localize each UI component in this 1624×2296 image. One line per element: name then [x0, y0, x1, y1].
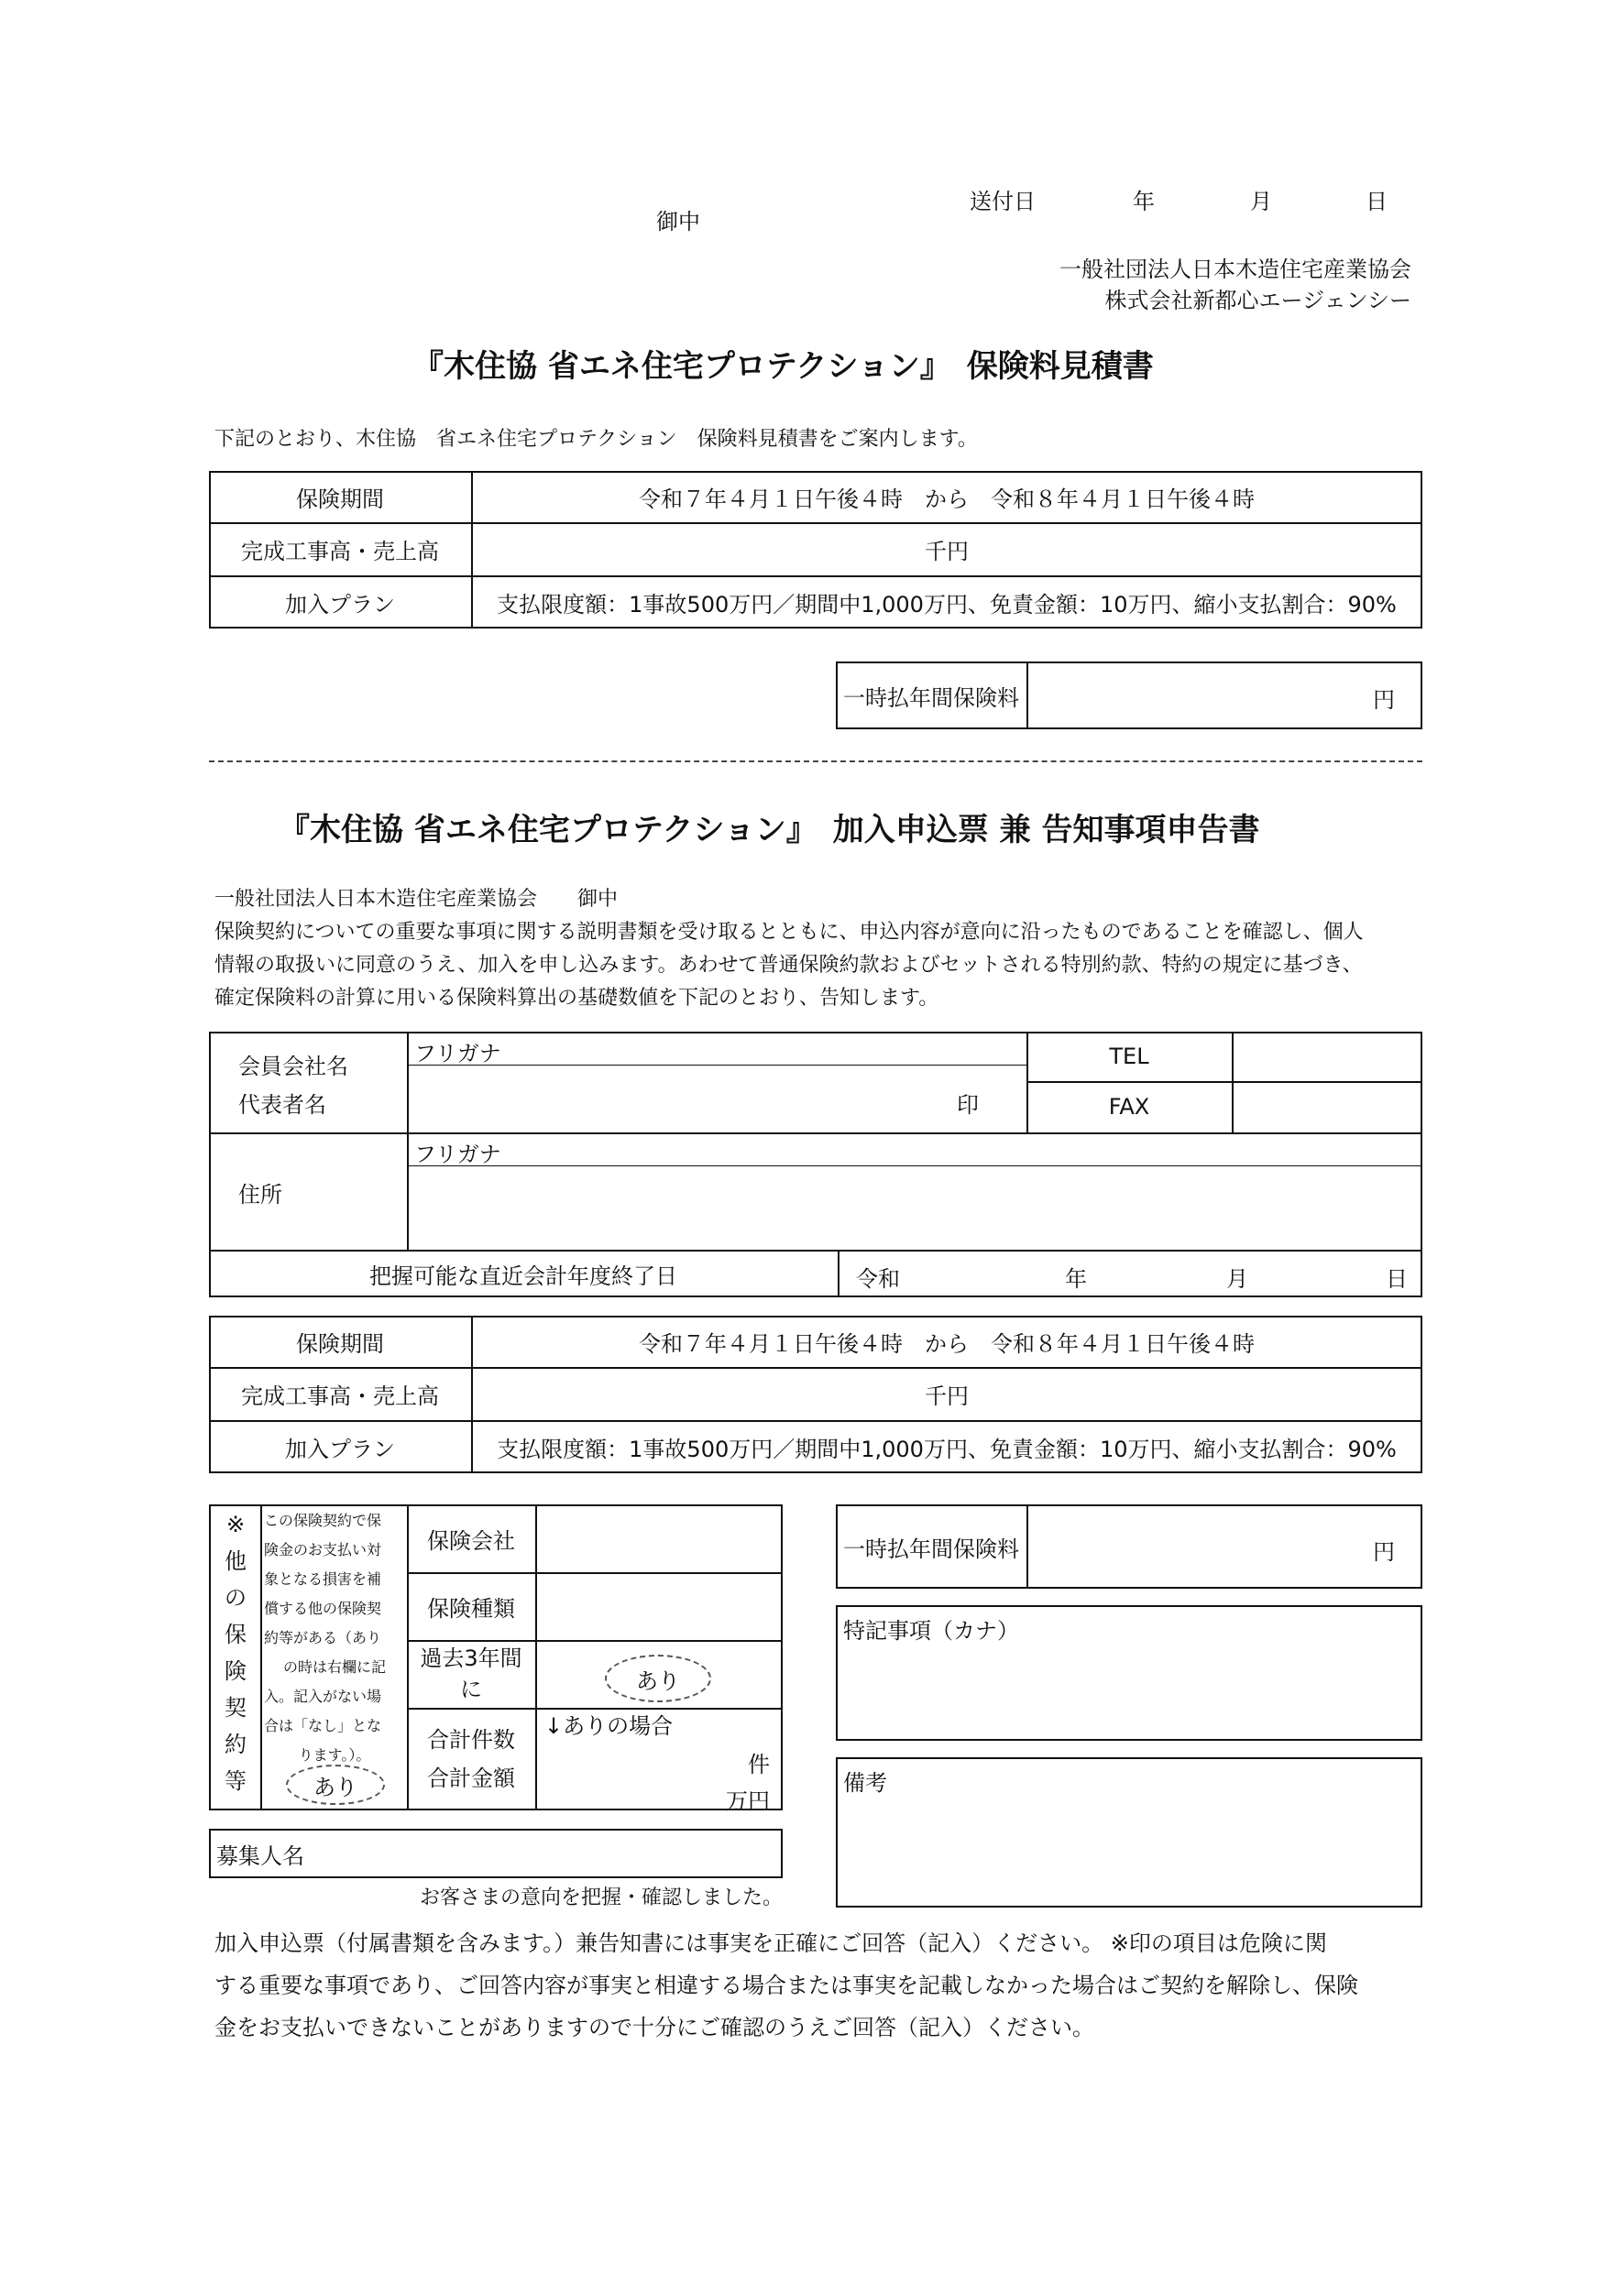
seal-mark: 印 [957, 1092, 979, 1118]
past3-label [407, 1640, 535, 1708]
recruiter-label: 募集人名 [216, 1843, 304, 1869]
tel-field[interactable] [1234, 1033, 1421, 1079]
vlabel-3: 保 [225, 1622, 247, 1647]
quote-premium-unit: 円 [1373, 687, 1395, 713]
org-name-2: 株式会社新都心エージェンシー [1104, 288, 1411, 313]
past3-label-line2: に [460, 1677, 482, 1702]
count-unit: 件 [748, 1752, 770, 1777]
address-label: 住所 [238, 1182, 282, 1208]
note-line-8: 合は「なし」とな [264, 1717, 382, 1734]
fiscal-month: 月 [1226, 1266, 1248, 1292]
insurance-type-field[interactable] [537, 1574, 781, 1638]
fax-label: FAX [1108, 1094, 1150, 1120]
application-title: 『木住協 省エネ住宅プロテクション』 加入申込票 兼 告知事項申告書 [279, 812, 1260, 848]
vlabel-2: の [225, 1585, 247, 1611]
note-line-4: 償する他の保険契 [264, 1600, 382, 1617]
quote-intro: 下記のとおり、木住協 省エネ住宅プロテクション 保険料見積書をご案内します。 [214, 428, 978, 451]
past3-label-line1: 過去3年間 [420, 1645, 522, 1671]
application-intro [214, 916, 1364, 1015]
application-addressee: 一般社団法人日本木造住宅産業協会 御中 [214, 888, 619, 911]
insurer-field[interactable] [537, 1506, 781, 1570]
org-name-1: 一般社団法人日本木造住宅産業協会 [1059, 257, 1411, 282]
vlabel-5: 契 [225, 1695, 247, 1721]
footer-line-3: 金をお支払いできないことがありますので十分にご確認のうえご回答（記入）ください。 [214, 2015, 1094, 2040]
quote-title: 『木住協 省エネ住宅プロテクション』 保険料見積書 [412, 348, 1154, 385]
special-notes-label: 特記事項（カナ） [843, 1618, 1019, 1644]
note-line-1: この保険契約で保 [264, 1512, 382, 1529]
footer-line-2: する重要な事項であり、ご回答内容が事実と相違する場合または事実を記載しなかった場合はご契約を解除し、保険 [214, 1973, 1358, 1998]
confirm-note: お客さまの意向を把握・確認しました。 [419, 1886, 783, 1909]
app-premium-label: 一時払年間保険料 [843, 1536, 1019, 1562]
vlabel-1: 他 [225, 1548, 247, 1574]
ari-oval-1[interactable]: あり [286, 1765, 385, 1805]
note-line-7: 入。記入がない場 [264, 1688, 382, 1705]
fiscal-day: 日 [1386, 1266, 1408, 1292]
member-company-label: 会員会社名 [238, 1054, 348, 1079]
send-date-label: 送付日 [970, 189, 1036, 214]
cut-line [209, 760, 1422, 762]
footer-line-1: 加入申込票（付属書類を含みます。）兼告知書には事実を正確にご回答（記入）ください。 ※印の項目は危険に関 [214, 1930, 1327, 1956]
company-furigana-label: フリガナ [414, 1041, 501, 1066]
other-contract-vertical-label [211, 1506, 260, 1799]
note-line-9: ります。）。 [298, 1746, 371, 1764]
amount-unit: 万円 [726, 1788, 770, 1814]
addressee-onchu: 御中 [656, 209, 700, 235]
app-premium-unit: 円 [1373, 1539, 1395, 1565]
remarks-box[interactable] [836, 1757, 1422, 1908]
vlabel-6: 約 [225, 1732, 247, 1757]
ari-oval-2[interactable]: あり [605, 1655, 711, 1702]
totals-label [407, 1708, 535, 1810]
quote-premium-label: 一時払年間保険料 [843, 684, 1019, 711]
quote-period-label: 保険期間 [296, 486, 384, 512]
app-plan-label: 加入プラン [285, 1436, 395, 1462]
app-sales-label: 完成工事高・売上高 [241, 1383, 439, 1409]
note-line-3: 象となる損害を補 [264, 1570, 382, 1588]
address-field[interactable] [409, 1167, 1421, 1248]
note-line-5: 約等がある（あり [264, 1629, 382, 1646]
intro-line-1: 保険契約についての重要な事項に関する説明書類を受け取るとともに、申込内容が意向に沿ったものであることを確認し、個人 [214, 921, 1364, 944]
company-name-field[interactable] [409, 1066, 1025, 1131]
intro-line-2: 情報の取扱いに同意のうえ、加入を申し込みます。あわせて普通保険約款およびセットされる特別約款、特約の規定に基づき、 [214, 954, 1363, 977]
amount-label: 合計金額 [427, 1766, 515, 1791]
vlabel-4: 険 [225, 1658, 247, 1684]
fax-field[interactable] [1234, 1083, 1421, 1131]
app-period-value: 令和７年４月１日午後４時 から 令和８年４月１日午後４時 [639, 1330, 1255, 1357]
remarks-label: 備考 [843, 1770, 887, 1796]
fiscal-reiwa: 令和 [856, 1266, 900, 1292]
quote-plan-value: 支払限度額：1事故500万円／期間中1,000万円、免責金額：10万円、縮小支払割合：90% [497, 591, 1397, 618]
representative-label: 代表者名 [238, 1092, 326, 1118]
other-contract-note [264, 1506, 405, 1770]
fiscal-end-label: 把握可能な直近会計年度終了日 [369, 1263, 677, 1289]
send-date-day: 日 [1366, 189, 1388, 214]
send-date-year: 年 [1133, 189, 1155, 214]
app-sales-value[interactable]: 千円 [925, 1383, 969, 1409]
quote-period-value: 令和７年４月１日午後４時 から 令和８年４月１日午後４時 [639, 486, 1255, 512]
insurance-type-label: 保険種類 [427, 1595, 515, 1622]
note-line-6: の時は右欄に記 [282, 1658, 386, 1676]
intro-line-3: 確定保険料の計算に用いる保険料算出の基礎数値を下記のとおり、告知します。 [214, 987, 939, 1010]
quote-sales-label: 完成工事高・売上高 [241, 538, 439, 564]
app-premium-field[interactable] [1028, 1506, 1421, 1587]
insurer-label: 保険会社 [427, 1527, 515, 1554]
note-line-2: 険金のお支払い対 [264, 1541, 382, 1558]
app-plan-value: 支払限度額：1事故500万円／期間中1,000万円、免責金額：10万円、縮小支払割合：90% [497, 1436, 1397, 1462]
vlabel-0: ※ [225, 1512, 246, 1537]
fiscal-year: 年 [1065, 1266, 1087, 1292]
quote-plan-label: 加入プラン [285, 591, 395, 618]
if-ari-label: ↓ありの場合 [544, 1713, 674, 1739]
vlabel-7: 等 [225, 1768, 247, 1794]
footer-note [214, 1922, 1358, 2049]
app-period-label: 保険期間 [296, 1330, 384, 1357]
send-date-month: 月 [1250, 189, 1272, 214]
quote-sales-value[interactable]: 千円 [925, 538, 969, 564]
count-label: 合計件数 [427, 1727, 515, 1753]
tel-label: TEL [1109, 1044, 1149, 1069]
address-furigana-label: フリガナ [414, 1142, 501, 1167]
